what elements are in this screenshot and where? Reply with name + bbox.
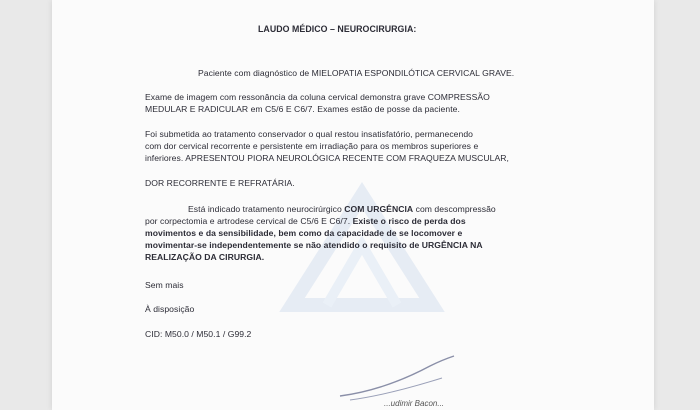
- indication-text: Está indicado tratamento neurocirúrgico: [188, 204, 345, 214]
- treatment-line-4: DOR RECORRENTE E REFRATÁRIA.: [145, 178, 295, 188]
- procedure-text: por corpectomia e artrodese cervical de C5/6 E C6/7.: [145, 216, 353, 226]
- treatment-line-2: com dor cervical recorrente e persistente em irradiação para os membros superiores e: [145, 141, 479, 151]
- risk-line-3: REALIZAÇÃO DA CIRURGIA.: [145, 252, 265, 262]
- closing-text: Sem mais: [145, 280, 184, 290]
- indication-line-1: [188, 204, 496, 215]
- indication-line-2: [145, 216, 466, 227]
- risk-line-2: movimentar-se independentemente se não atendido o requisito de URGÊNCIA NA: [145, 240, 483, 250]
- treatment-line-1: Foi submetida ao tratamento conservador o qual restou insatisfatório, permanecendo: [145, 129, 473, 139]
- cid-codes: CID: M50.0 / M50.1 / G99.2: [145, 329, 252, 339]
- indication-text-end: com descompressão: [413, 204, 496, 214]
- exam-line-2: MEDULAR E RADICULAR em C5/6 E C6/7. Exames estão de posse da paciente.: [145, 104, 460, 114]
- exam-line-1: Exame de imagem com ressonância da coluna cervical demonstra grave COMPRESSÃO: [145, 92, 490, 102]
- risk-text-start: Existe o risco de perda dos: [352, 216, 466, 226]
- signature-name: ...udimir Bacon...: [384, 399, 445, 408]
- document-title: LAUDO MÉDICO – NEUROCIRURGIA:: [258, 24, 417, 34]
- risk-line-1: movimentos e da sensibilidade, bem como da capacidade de se locomover e: [145, 228, 463, 238]
- urgency-emphasis: COM URGÊNCIA: [344, 204, 414, 214]
- disposal-text: À disposição: [145, 304, 195, 314]
- diagnosis-line: Paciente com diagnóstico de MIELOPATIA ESPONDILÓTICA CERVICAL GRAVE.: [198, 68, 515, 78]
- treatment-line-3: inferiores. APRESENTOU PIORA NEUROLÓGICA RECENTE COM FRAQUEZA MUSCULAR,: [145, 153, 509, 163]
